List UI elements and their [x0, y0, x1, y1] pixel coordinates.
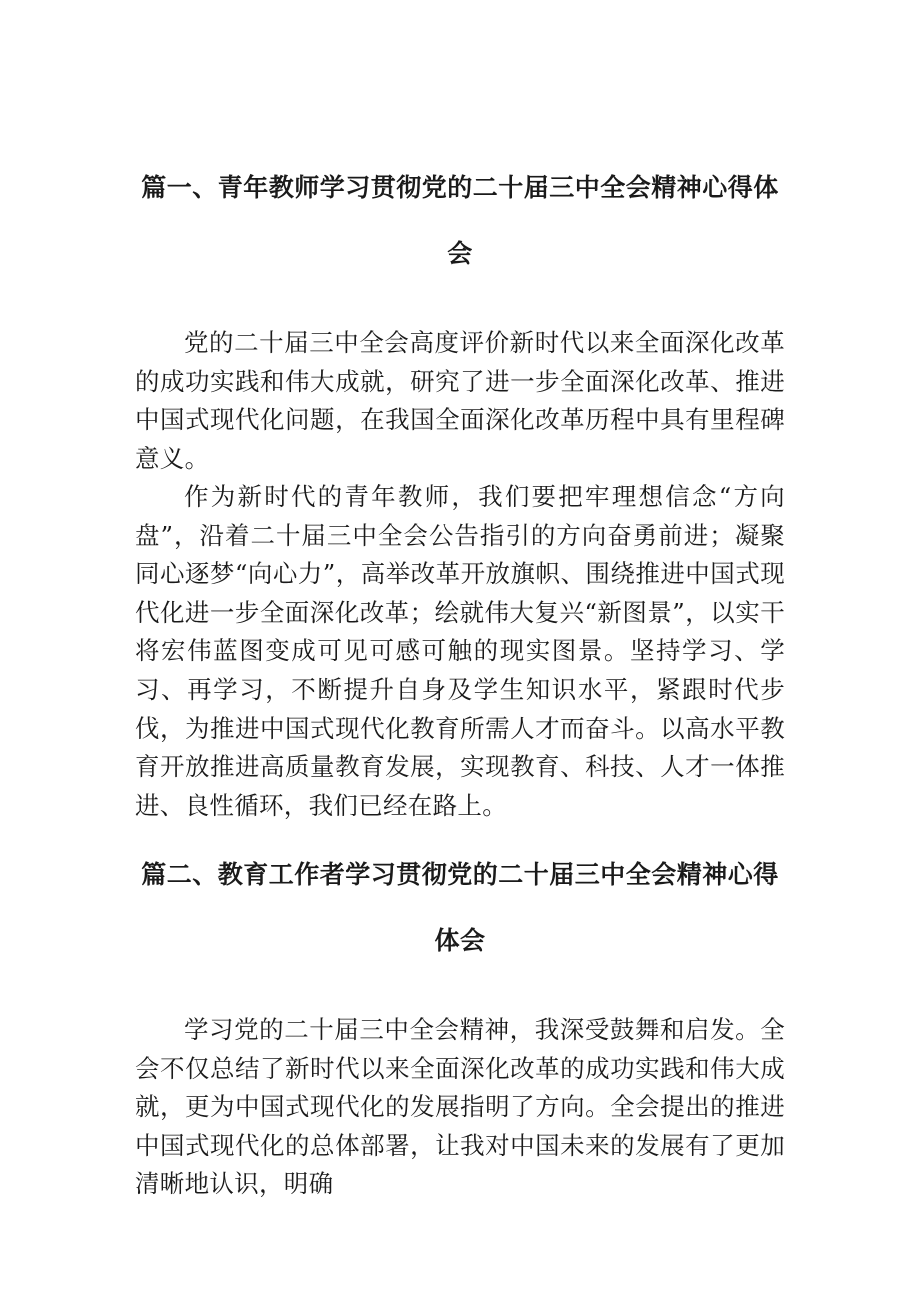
section-1-title [135, 155, 785, 287]
section-1-paragraph-2: 作为新时代的青年教师，我们要把牢理想信念“方向盘”，沿着二十届三中全会公告指引的方向奋勇前进；凝聚同心逐梦“向心力”，高举改革开放旗帜、围绕推进中国式现代化进一步全面深化改革；绘就伟大复兴“新图景”，以实干将宏伟蓝图变成可见可感可触的现实图景。坚持学习、学习、再学习，不断提升自身及学生知识水平，紧跟时代步伐，为推进中国式现代化教育所需人才而奋斗。以高水平教育开放推进高质量教育发展，实现教育、科技、人才一体推进、良性循环，我们已经在路上。 [135, 482, 785, 820]
section-2-title-line-2: 体会 [434, 926, 486, 955]
section-1-title-line-1: 篇一、青年教师学习贯彻党的二十届三中全会精神心得体 [141, 173, 779, 202]
section-2-title [135, 842, 785, 974]
section-2-paragraph-1: 学习党的二十届三中全会精神，我深受鼓舞和启发。全会不仅总结了新时代以来全面深化改革的成功实践和伟大成就，更为中国式现代化的发展指明了方向。全会提出的推进中国式现代化的总体部署，让我对中国未来的发展有了更加清晰地认识，明确 [135, 1015, 785, 1199]
section-1-paragraph-1: 党的二十届三中全会高度评价新时代以来全面深化改革的成功实践和伟大成就，研究了进一步全面深化改革、推进中国式现代化问题，在我国全面深化改革历程中具有里程碑意义。 [135, 328, 785, 473]
section-2-title-line-1: 篇二、教育工作者学习贯彻党的二十届三中全会精神心得 [141, 860, 779, 889]
section-1-title-line-2: 会 [447, 239, 473, 268]
